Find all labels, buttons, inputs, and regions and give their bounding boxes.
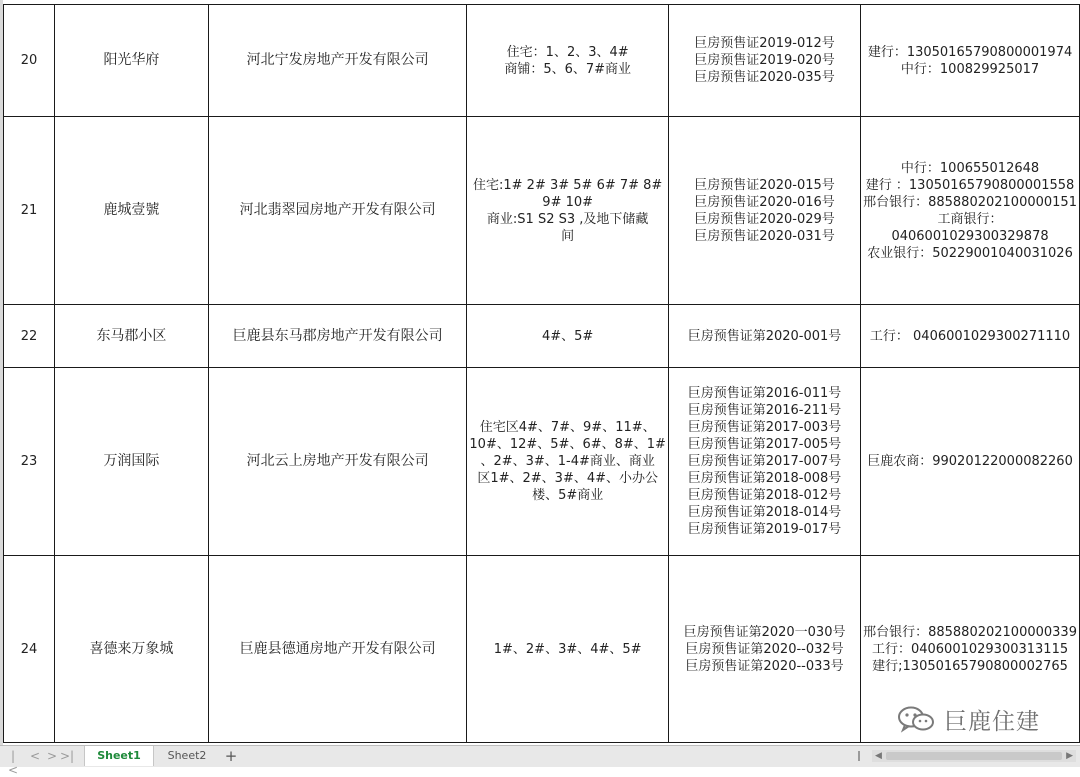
bank-account-cell[interactable] xyxy=(861,117,1080,305)
presale-permit-cell-line: 巨房预售证第2016-211号 xyxy=(687,403,842,418)
presale-permit-cell-line: 巨房预售证第2016-011号 xyxy=(687,386,842,401)
table-row xyxy=(4,305,1080,368)
bank-account-cell[interactable] xyxy=(861,305,1080,368)
building-scope-cell-line: 住宅:1# 2# 3# 5# 6# 7# 8# xyxy=(473,177,663,193)
bank-account-cell-line: 中行：100655012648 xyxy=(900,160,1040,176)
presale-permit-cell-line: 巨房预售证第2017-003号 xyxy=(687,420,842,435)
tab-splitter[interactable] xyxy=(858,751,860,761)
first-sheet-icon[interactable]: |< xyxy=(7,749,19,777)
building-scope-cell-line: 商业:S1 S2 S3 ,及地下储藏 xyxy=(486,211,649,227)
building-scope-cell-line: 住宅区4#、7#、9#、11#、 xyxy=(479,420,656,435)
scroll-right-icon[interactable]: ▶ xyxy=(1066,751,1073,761)
building-scope-cell-line: 、2#、3#、1-4#商业、商业 xyxy=(480,454,655,469)
presale-permit-cell-line: 巨房预售证第2018-014号 xyxy=(687,505,842,520)
wechat-icon xyxy=(896,705,936,733)
bank-account-cell-line: 建行 ：13050165790800001558 xyxy=(865,177,1075,193)
bank-account-cell-line: 邢台银行：885880202100000339 xyxy=(863,624,1077,640)
bank-account-cell-line: 工行：0406001029300313115 xyxy=(871,641,1069,657)
sheet-tab-bar xyxy=(0,745,1080,777)
bank-account-cell[interactable] xyxy=(861,5,1080,117)
bank-account-cell-line: 工商银行： xyxy=(937,211,1003,227)
tab-sheet1[interactable]: Sheet1 xyxy=(84,746,154,766)
prev-sheet-icon[interactable]: < xyxy=(29,749,41,763)
bank-account-cell-line: 建行;13050165790800002765 xyxy=(872,658,1068,674)
presale-permit-cell[interactable] xyxy=(668,5,860,117)
presale-permit-cell[interactable] xyxy=(668,305,860,368)
watermark-text: 巨鹿住建 xyxy=(944,708,1040,735)
bank-account-cell-line: 巨鹿农商：99020122000082260 xyxy=(867,454,1073,469)
table-row xyxy=(4,5,1080,117)
project-name-cell[interactable]: 喜德来万象城 xyxy=(55,556,209,743)
add-sheet-button[interactable]: + xyxy=(224,747,238,765)
building-scope-cell[interactable] xyxy=(467,305,669,368)
building-scope-cell-line: 楼、5#商业 xyxy=(532,488,604,503)
bank-account-cell-line: 建行：13050165790800001974 xyxy=(867,44,1073,60)
building-scope-cell-line: 1#、2#、3#、4#、5# xyxy=(493,641,642,657)
presale-permit-cell-line: 巨房预售证第2018-008号 xyxy=(687,471,842,486)
next-sheet-icon[interactable]: > xyxy=(46,749,58,763)
project-name-cell[interactable]: 鹿城壹號 xyxy=(55,117,209,305)
bank-account-cell-line: 农业银行：50229001040031026 xyxy=(867,245,1073,261)
project-name-cell[interactable]: 万润国际 xyxy=(55,368,209,556)
presale-permit-cell-line: 巨房预售证第2017-007号 xyxy=(687,454,842,469)
horizontal-scrollbar[interactable] xyxy=(872,750,1076,762)
presale-permit-cell-line: 巨房预售证第2020--033号 xyxy=(685,658,844,674)
last-sheet-icon[interactable]: >| xyxy=(60,749,75,763)
building-scope-cell[interactable] xyxy=(467,368,669,556)
presale-permit-cell-line: 巨房预售证2020-015号 xyxy=(694,177,835,193)
watermark xyxy=(896,703,1040,735)
building-scope-cell-line: 10#、12#、5#、6#、8#、1# xyxy=(469,437,666,452)
building-scope-cell[interactable] xyxy=(467,5,669,117)
bank-account-cell-line: 工行： 0406001029300271110 xyxy=(869,328,1071,344)
building-scope-cell-line: 4#、5# xyxy=(542,328,594,344)
presale-permit-cell[interactable] xyxy=(668,556,860,743)
presale-permit-cell-line: 巨房预售证2019-012号 xyxy=(694,36,835,51)
scrollbar-thumb[interactable] xyxy=(886,752,1062,760)
table-row xyxy=(4,117,1080,305)
presale-permit-cell-line: 巨房预售证2020-031号 xyxy=(694,228,835,244)
building-scope-cell-line: 商铺：5、6、7#商业 xyxy=(504,61,632,77)
company-cell[interactable]: 河北云上房地产开发有限公司 xyxy=(208,368,467,556)
building-scope-cell-line: 9# 10# xyxy=(542,194,594,210)
building-scope-cell-line: 住宅：1、2、3、4# xyxy=(506,44,629,60)
row-number-cell[interactable]: 22 xyxy=(4,305,55,368)
bank-account-cell-line: 邢台银行：885880202100000151 xyxy=(863,194,1077,210)
presale-permit-cell-line: 巨房预售证第2020-001号 xyxy=(687,328,842,344)
project-table xyxy=(3,4,1080,743)
scroll-left-icon[interactable]: ◀ xyxy=(875,751,882,761)
presale-permit-cell-line: 巨房预售证2020-029号 xyxy=(694,211,835,227)
building-scope-cell[interactable] xyxy=(467,117,669,305)
company-cell[interactable]: 巨鹿县东马郡房地产开发有限公司 xyxy=(208,305,467,368)
presale-permit-cell-line: 巨房预售证第2020--032号 xyxy=(685,641,844,657)
presale-permit-cell-line: 巨房预售证第2017-005号 xyxy=(687,437,842,452)
presale-permit-cell[interactable] xyxy=(668,117,860,305)
row-number-cell[interactable]: 20 xyxy=(4,5,55,117)
project-name-cell[interactable]: 阳光华府 xyxy=(55,5,209,117)
presale-permit-cell-line: 巨房预售证2020-035号 xyxy=(694,70,835,85)
bank-account-cell[interactable] xyxy=(861,368,1080,556)
bank-account-cell-line: 0406001029300329878 xyxy=(891,228,1049,244)
row-number-cell[interactable]: 21 xyxy=(4,117,55,305)
presale-permit-cell-line: 巨房预售证2020-016号 xyxy=(694,194,835,210)
building-scope-cell-line: 间 xyxy=(561,228,575,244)
presale-permit-cell[interactable] xyxy=(668,368,860,556)
row-number-cell[interactable]: 24 xyxy=(4,556,55,743)
tab-sheet2[interactable]: Sheet2 xyxy=(167,749,207,762)
presale-permit-cell-line: 巨房预售证第2018-012号 xyxy=(687,488,842,503)
presale-permit-cell-line: 巨房预售证2019-020号 xyxy=(694,53,835,68)
table-row xyxy=(4,368,1080,556)
company-cell[interactable]: 巨鹿县德通房地产开发有限公司 xyxy=(208,556,467,743)
project-name-cell[interactable]: 东马郡小区 xyxy=(55,305,209,368)
presale-permit-cell-line: 巨房预售证第2020一030号 xyxy=(683,624,846,640)
row-number-cell[interactable]: 23 xyxy=(4,368,55,556)
bank-account-cell-line: 中行：100829925017 xyxy=(900,61,1040,77)
presale-permit-cell-line: 巨房预售证第2019-017号 xyxy=(687,522,842,537)
building-scope-cell-line: 区1#、2#、3#、4#、小办公 xyxy=(477,471,658,486)
company-cell[interactable]: 河北翡翠园房地产开发有限公司 xyxy=(208,117,467,305)
building-scope-cell[interactable] xyxy=(467,556,669,743)
company-cell[interactable]: 河北宁发房地产开发有限公司 xyxy=(208,5,467,117)
